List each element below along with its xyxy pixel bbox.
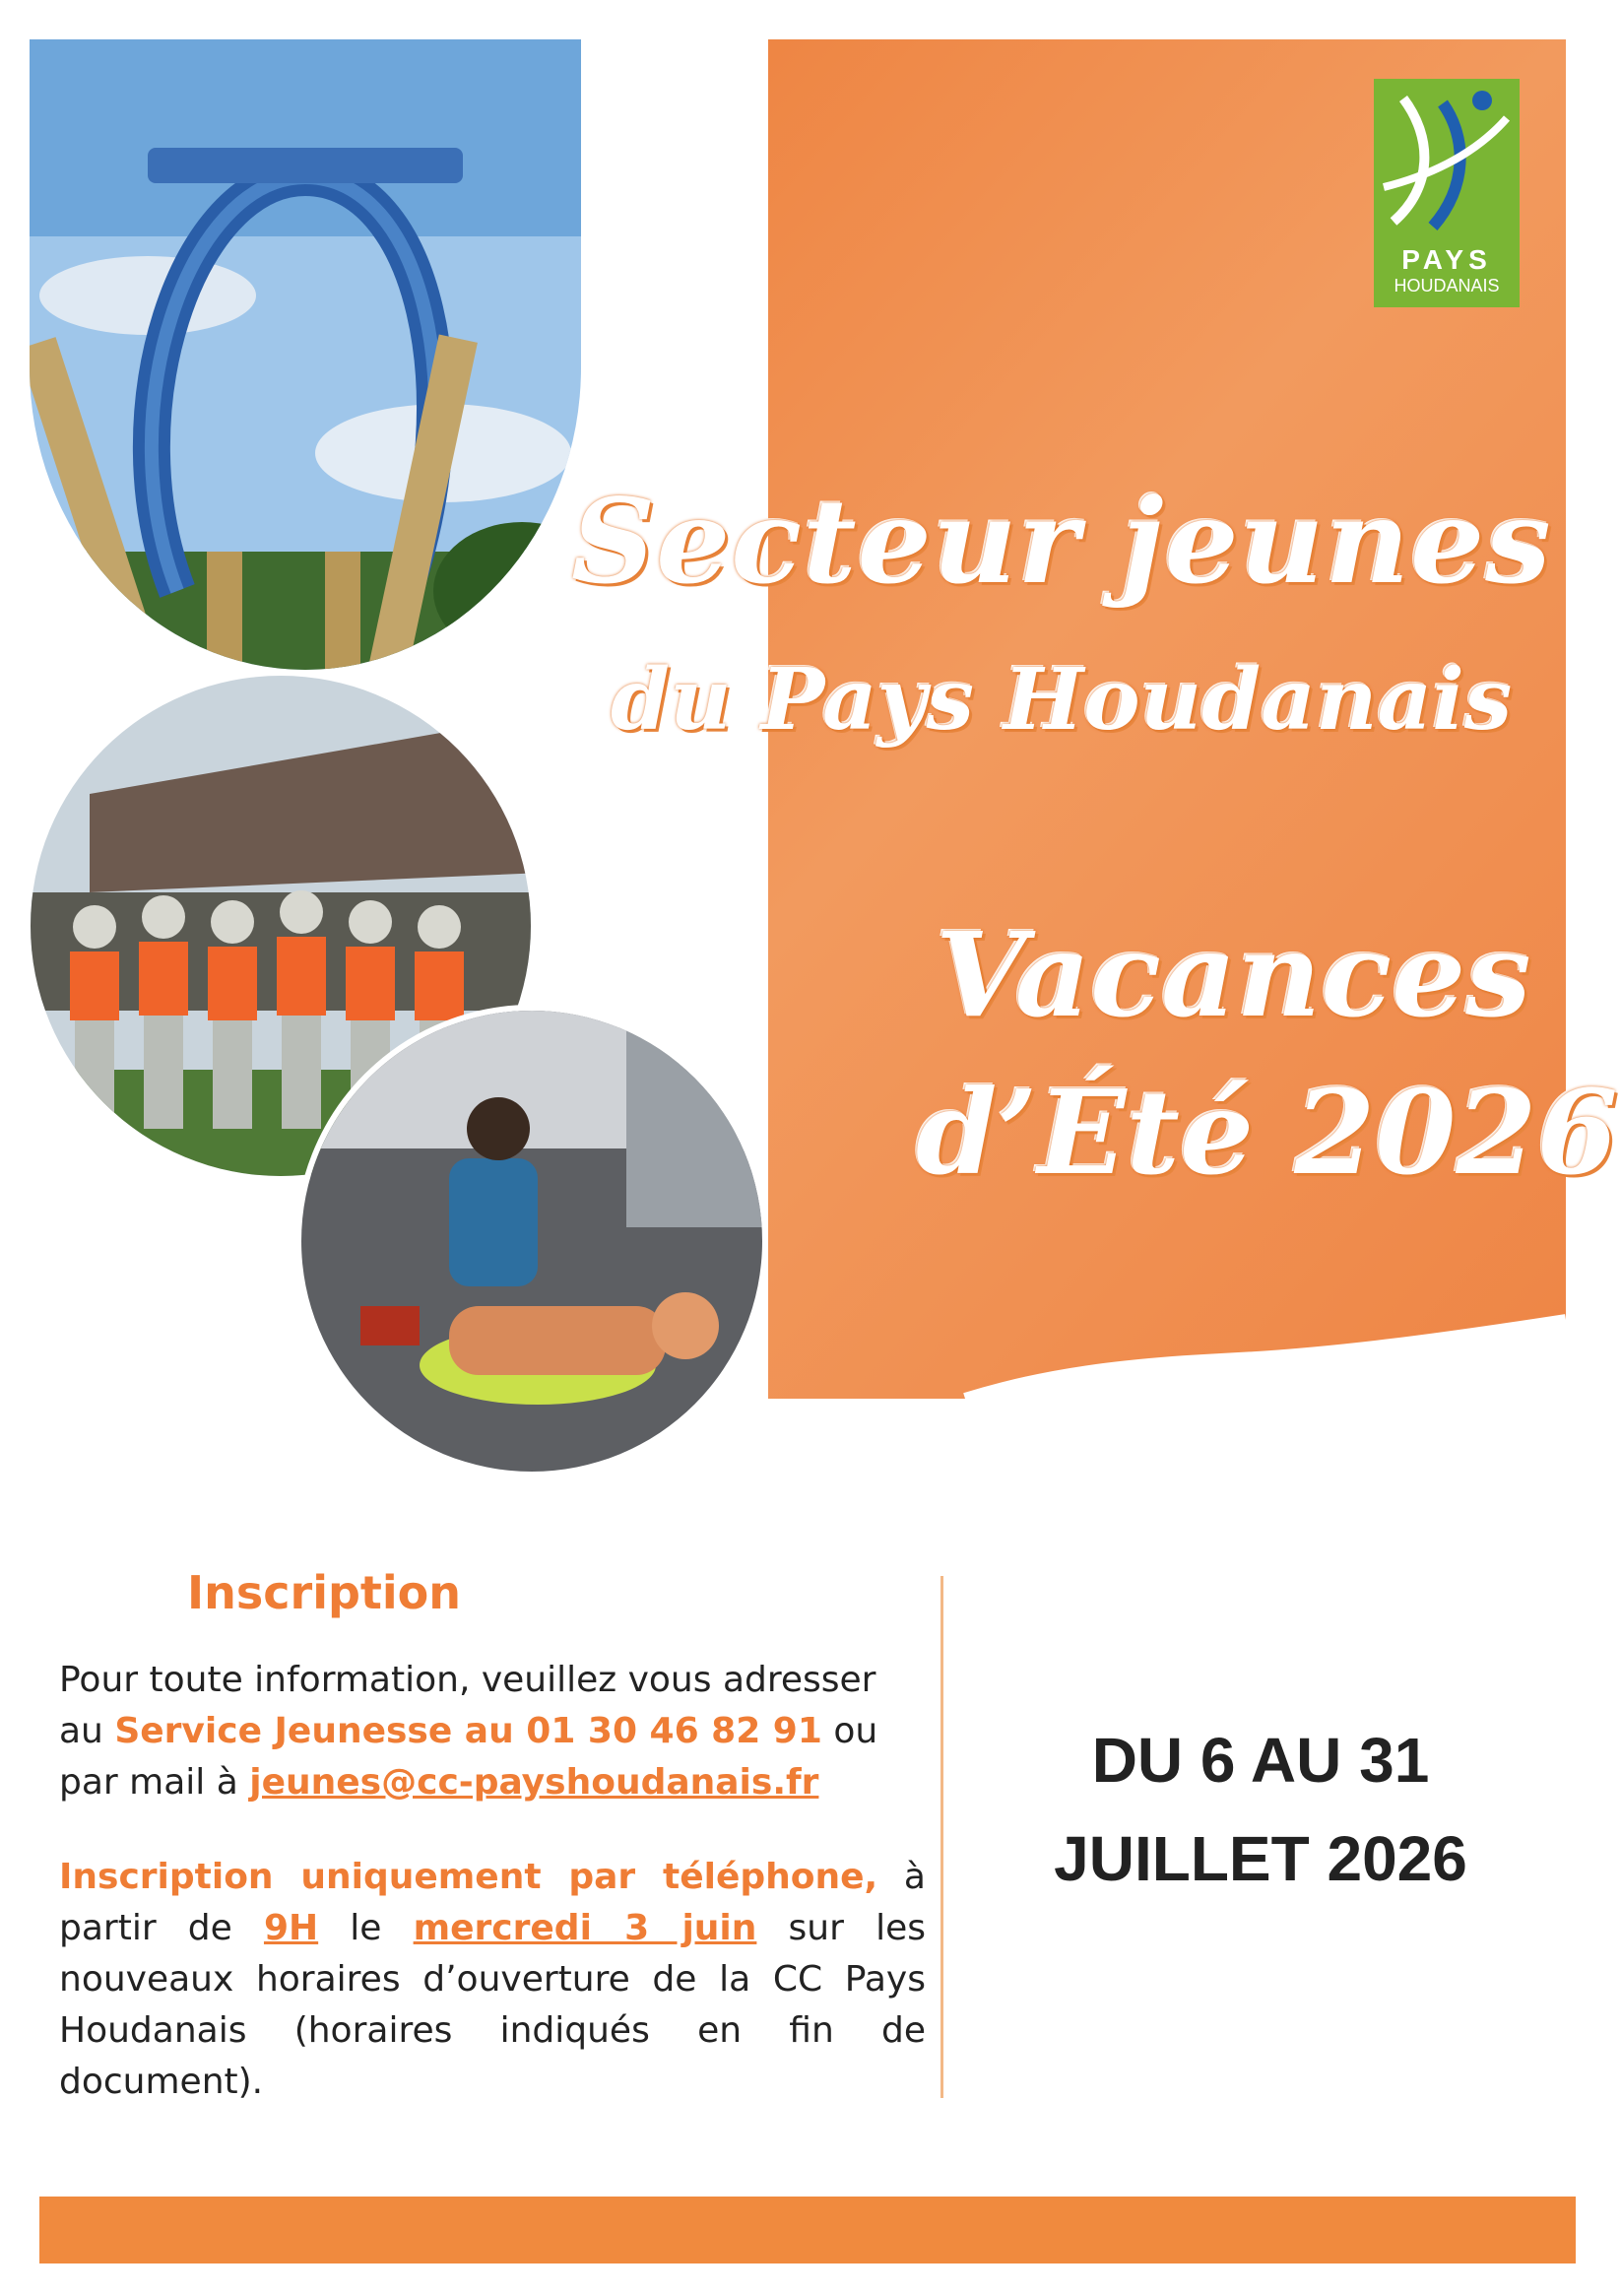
service-jeunesse-phone: Service Jeunesse au 01 30 46 82 91 [114,1711,822,1751]
phone-text-end: sur les nouveaux horaires d’ouverture de la CC Pays Houdanais (horaires indiqués en fin de document). [59,1908,926,2102]
email-link[interactable]: jeunes@cc-payshoudanais.fr [249,1762,819,1803]
registration-date: mercredi 3 juin [413,1908,757,1948]
title-vacances: Vacances [936,906,1531,1043]
roller-coaster-photo [30,39,581,670]
registration-time: 9H [263,1908,319,1948]
first-aid-training-photo [295,1005,768,1477]
column-divider [940,1576,943,2098]
logo-text-pays: PAYS [1401,244,1492,275]
dates-line-2: JUILLET 2026 [1054,1823,1467,1894]
info-paragraph [59,1655,926,1808]
title-secteur-jeunes: Secteur jeunes [571,473,1552,610]
dates-line-1: DU 6 AU 31 [1091,1725,1430,1796]
phone-text-start: à partir de [59,1857,926,1948]
inscription-heading: Inscription [187,1566,461,1619]
phone-only-notice: Inscription uniquement par téléphone, [59,1857,878,1897]
logo-text-houdanais: HOUDANAIS [1394,276,1500,295]
footer-bar [39,2197,1576,2263]
logo-swoosh-icon [1374,79,1520,236]
title-pays-houdanais: du Pays Houdanais [611,650,1513,750]
info-text-start: Pour toute information, veuillez vous adresser au [59,1660,876,1751]
phone-text-mid: le [318,1908,414,1948]
info-text-mid: ou par mail à [59,1711,878,1803]
pays-houdanais-logo [1374,79,1520,307]
title-ete-2026: d’Été 2026 [916,1064,1618,1201]
phone-registration-paragraph [59,1852,926,2108]
